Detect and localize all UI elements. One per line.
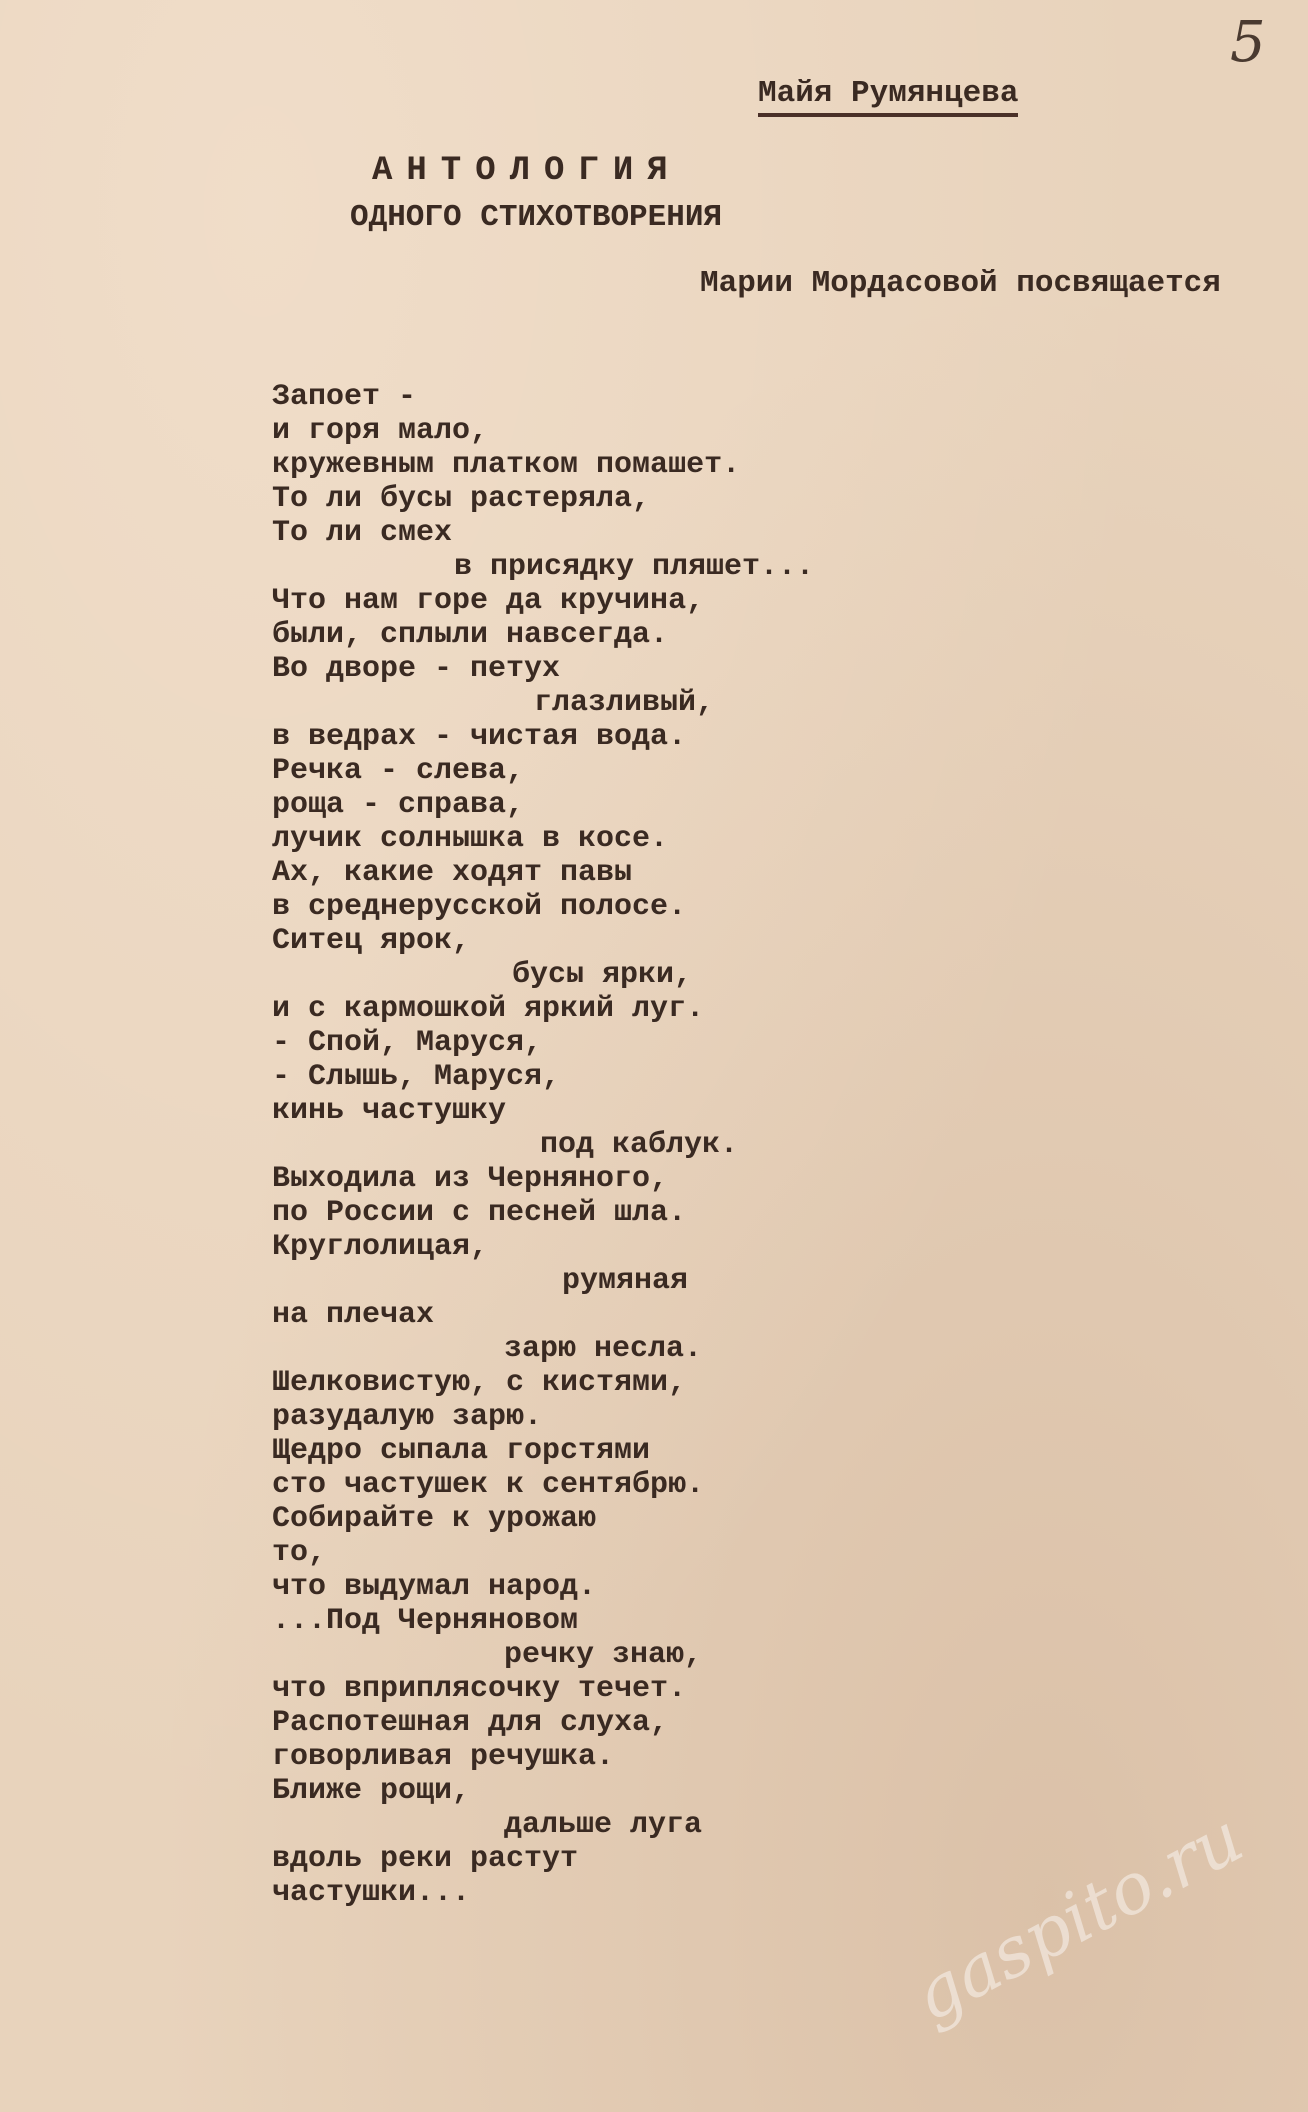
poem-line: кружевным платком помашет. xyxy=(272,448,741,482)
poem-line: Запоет - xyxy=(272,380,417,414)
poem-line: под каблук. xyxy=(540,1128,739,1162)
page-subtitle: ОДНОГО СТИХОТВОРЕНИЯ xyxy=(350,200,723,235)
poem-line: что выдумал народ. xyxy=(272,1570,597,1604)
poem-line: Ситец ярок, xyxy=(272,924,471,958)
poem-line: сто частушек к сентябрю. xyxy=(272,1468,705,1502)
poem-line: и горя мало, xyxy=(272,414,489,448)
poem-line: бусы ярки, xyxy=(512,958,693,992)
poem-line: Шелковистую, с кистями, xyxy=(272,1366,687,1400)
poem-line: Собирайте к урожаю xyxy=(272,1502,597,1536)
poem-line: частушки... xyxy=(272,1876,471,1910)
poem-line: Что нам горе да кручина, xyxy=(272,584,705,618)
poem-line: Выходила из Черняного, xyxy=(272,1162,669,1196)
poem-body xyxy=(272,380,892,1910)
dedication: Марии Мордасовой посвящается xyxy=(700,266,1221,301)
poem-line: вдоль реки растут xyxy=(272,1842,579,1876)
poem-line: в ведрах - чистая вода. xyxy=(272,720,687,754)
poem-line: кинь частушку xyxy=(272,1094,507,1128)
poem-line: в среднерусской полосе. xyxy=(272,890,687,924)
poem-line: Круглолицая, xyxy=(272,1230,489,1264)
poem-line: Ближе рощи, xyxy=(272,1774,471,1808)
poem-line: Речка - слева, xyxy=(272,754,525,788)
poem-line: - Спой, Маруся, xyxy=(272,1026,543,1060)
poem-line: Во дворе - петух xyxy=(272,652,561,686)
poem-line: ...Под Черняновом xyxy=(272,1604,579,1638)
poem-line: То ли смех xyxy=(272,516,453,550)
page-number: 5 xyxy=(1230,10,1266,75)
poem-line: были, сплыли навсегда. xyxy=(272,618,669,652)
poem-line: дальше луга xyxy=(504,1808,703,1842)
poem-line: глазливый, xyxy=(534,686,715,720)
poem-line: лучик солнышка в косе. xyxy=(272,822,669,856)
page-title: АНТОЛОГИЯ xyxy=(372,152,682,190)
poem-line: Распотешная для слуха, xyxy=(272,1706,669,1740)
poem-line: разудалую зарю. xyxy=(272,1400,543,1434)
poem-line: - Слышь, Маруся, xyxy=(272,1060,561,1094)
poem-line: Щедро сыпала горстями xyxy=(272,1434,651,1468)
watermark: gaspito.ru xyxy=(900,1796,1256,2038)
poem-line: зарю несла. xyxy=(504,1332,703,1366)
poem-line: роща - справа, xyxy=(272,788,525,822)
poem-line: говорливая речушка. xyxy=(272,1740,615,1774)
poem-line: Ах, какие ходят павы xyxy=(272,856,633,890)
poem-line: румяная xyxy=(562,1264,689,1298)
poem-line: то, xyxy=(272,1536,327,1570)
poem-line: по России с песней шла. xyxy=(272,1196,687,1230)
poem-line: в присядку пляшет... xyxy=(454,550,815,584)
poem-line: что вприплясочку течет. xyxy=(272,1672,687,1706)
poem-line: То ли бусы растеряла, xyxy=(272,482,651,516)
poem-line: речку знаю, xyxy=(504,1638,703,1672)
author-name: Майя Румянцева xyxy=(758,76,1018,117)
poem-line: на плечах xyxy=(272,1298,435,1332)
poem-line: и с кармошкой яркий луг. xyxy=(272,992,705,1026)
